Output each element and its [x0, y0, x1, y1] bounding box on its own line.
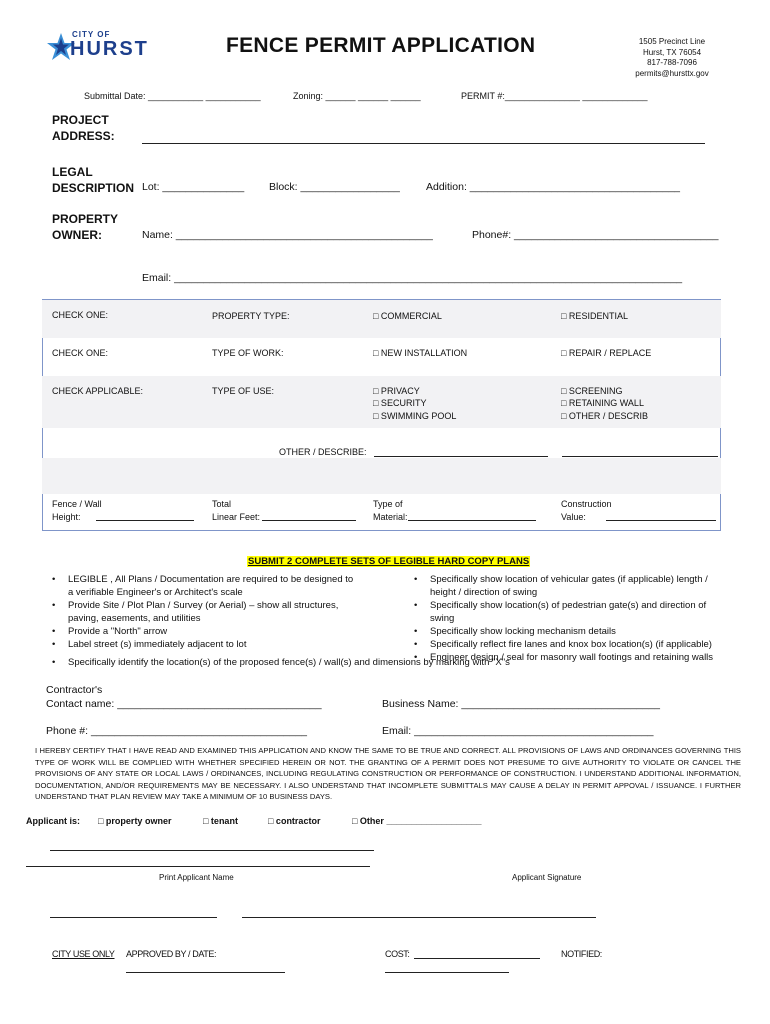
screening-checkbox[interactable]: □ SCREENING [561, 386, 623, 396]
other-checkbox[interactable]: □ Other ___________________ [352, 816, 482, 826]
plans-right-list [406, 573, 736, 664]
list-item: • Specifically show locking mechanism details [406, 625, 731, 638]
contact-phone: 817-788-7096 [647, 58, 697, 67]
commercial-checkbox[interactable]: □ COMMERCIAL [373, 311, 442, 321]
plans-heading: SUBMIT 2 COMPLETE SETS OF LEGIBLE HARD COPY PLANS [248, 556, 530, 567]
linear-feet-input-line[interactable] [262, 520, 356, 521]
cost-label: COST: [385, 949, 410, 959]
list-item: • Specifically show location of vehicular gates (if applicable) length / height / direction of swing [406, 573, 731, 599]
cost-line-2[interactable] [385, 972, 509, 973]
lot-field[interactable]: Lot: ______________ [142, 181, 245, 193]
list-item: • Specifically identify the location(s) of the proposed fence(s) / wall(s) and dimensions by marking with "X"s [44, 656, 734, 669]
signature-line-2[interactable] [242, 917, 596, 918]
swimming-pool-checkbox[interactable]: □ SWIMMING POOL [373, 411, 457, 421]
contact-address: 1505 Precinct Line [638, 37, 706, 46]
plans-full-list [44, 656, 734, 669]
contractor-email-field[interactable]: Email: _________________________________________ [382, 725, 654, 737]
linear-feet-label: Total Linear Feet: [212, 499, 261, 522]
row1-check-label: CHECK ONE: [52, 310, 109, 320]
residential-checkbox[interactable]: □ RESIDENTIAL [561, 311, 628, 321]
city-logo [46, 30, 149, 64]
property-owner-checkbox[interactable]: □ property owner [98, 816, 172, 826]
approved-by-label: APPROVED BY / DATE: [126, 949, 217, 959]
contractor-contact-field[interactable]: Contact name: ___________________________________ [46, 698, 322, 710]
list-item: • Provide Site / Plot Plan / Survey (or Aerial) – show all structures, paving, easements, and utilities [44, 599, 354, 625]
table-row [42, 458, 721, 494]
print-name-line-2[interactable] [26, 866, 370, 867]
applicant-is-label: Applicant is: [26, 816, 81, 826]
privacy-checkbox[interactable]: □ PRIVACY [373, 386, 420, 396]
other-describe-line-1[interactable] [374, 456, 548, 457]
row2-check-label: CHECK ONE: [52, 348, 109, 358]
legal-description-label: LEGAL DESCRIPTION [52, 165, 135, 195]
owner-email-field[interactable]: Email: _______________________________________________________________________________________ [142, 272, 683, 284]
contractor-checkbox[interactable]: □ contractor [268, 816, 321, 826]
contractor-business-field[interactable]: Business Name: __________________________________ [382, 698, 660, 710]
cost-line-1[interactable] [414, 958, 540, 959]
material-input-line[interactable] [408, 520, 536, 521]
project-address-label: PROJECT ADDRESS: [52, 113, 115, 143]
construction-value-input-line[interactable] [606, 520, 716, 521]
city-use-only-label: CITY USE ONLY [52, 949, 115, 959]
print-applicant-name-label: Print Applicant Name [159, 873, 234, 882]
fence-height-label: Fence / Wall Height: [52, 499, 102, 522]
addition-field[interactable]: Addition: ____________________________________ [426, 181, 681, 193]
list-item: • Provide a "North" arrow [44, 625, 354, 638]
contact-block [622, 37, 722, 79]
row2-type-of-work-label: TYPE OF WORK: [212, 348, 284, 358]
row1-property-type-label: PROPERTY TYPE: [212, 311, 290, 321]
owner-phone-field[interactable]: Phone#: ___________________________________ [472, 229, 719, 241]
contractor-label: Contractor's [46, 684, 103, 696]
list-item: • Specifically reflect fire lanes and knox box location(s) (if applicable) [406, 638, 731, 651]
block-field[interactable]: Block: _________________ [269, 181, 400, 193]
project-address-input-line[interactable] [142, 143, 705, 144]
other-describe-checkbox[interactable]: □ OTHER / DESCRIB [561, 411, 648, 421]
row3-type-of-use-label: TYPE OF USE: [212, 386, 275, 396]
contact-city: Hurst, TX 76054 [642, 47, 702, 57]
retaining-wall-checkbox[interactable]: □ RETAINING WALL [561, 398, 644, 408]
security-checkbox[interactable]: □ SECURITY [373, 398, 427, 408]
print-name-line-1[interactable] [50, 850, 374, 851]
notified-label: NOTIFIED: [561, 949, 602, 959]
plans-left-list [44, 573, 384, 651]
approved-by-line[interactable] [126, 972, 285, 973]
applicant-signature-label: Applicant Signature [512, 873, 582, 882]
list-item: • LEGIBLE , All Plans / Documentation are required to be designed to a verifiable Engineer's or Architect's scale [44, 573, 354, 599]
page-title: FENCE PERMIT APPLICATION [226, 34, 536, 57]
table-row [42, 428, 721, 458]
repair-replace-checkbox[interactable]: □ REPAIR / REPLACE [561, 348, 652, 358]
signature-line-1[interactable] [50, 917, 217, 918]
row3-check-label: CHECK APPLICABLE: [52, 386, 144, 396]
submittal-date-field[interactable]: Submittal Date: ___________ ___________ [84, 91, 261, 101]
permit-number-field[interactable]: PERMIT #:_______________ _____________ [461, 91, 648, 101]
list-item: • Specifically show location(s) of pedestrian gate(s) and direction of swing [406, 599, 731, 625]
logo-city-of: CITY OF [72, 30, 111, 39]
fence-height-input-line[interactable] [96, 520, 194, 521]
list-item: • Label street (s) immediately adjacent to lot [44, 638, 354, 651]
property-owner-label: PROPERTY OWNER: [52, 212, 119, 242]
other-describe-line-2[interactable] [562, 456, 718, 457]
construction-value-label: Construction Value: [561, 499, 612, 522]
contractor-phone-field[interactable]: Phone #: _____________________________________ [46, 725, 308, 737]
contact-email: permits@hursttx.gov [635, 68, 709, 78]
new-installation-checkbox[interactable]: □ NEW INSTALLATION [373, 348, 468, 358]
owner-name-field[interactable]: Name: ____________________________________________ [142, 229, 433, 241]
zoning-field[interactable]: Zoning: ______ ______ ______ [293, 91, 421, 101]
material-label: Type of Material: [373, 499, 408, 522]
logo-hurst: HURST [70, 38, 149, 60]
certification-text: I HEREBY CERTIFY THAT I HAVE READ AND EXAMINED THIS APPLICATION AND KNOW THE SAME TO BE TRUE AND CORRECT. ALL PROVISIONS OF LAWS AND ORDINANCES GOVERNING THIS TYPE OF WORK WILL BE COMPLIED WITH WHETHER SPECIFIED HEREIN OR NOT. THE GRANTING OF A PERMIT DOES NOT PRESUME TO GIVE AUTHORITY TO VIOLATE OR CANCEL THE PROVISIONS OF ANY STATE OR LOCAL LAWS / ORDINANCES, INCLUDING REGULATING CONSTRUCTION OR PERFORMANCE OF CONSTRUCTION. I UNDERSTAND ADDITIONAL INFORMATION, DOCUMENTATION, AND/OR REQUIREMENTS MAY BE NECESSARY. I ALSO UNDERSTAND THAT INCOMPLETE SUBMITTALS MAY CAUSE A DELAY IN PERMIT APPOVAL / ISSUANCE. I FURTHER UNDERSTAND THAT PLAN REVIEW MAY TAKE A MINIMUM OF 10 BUSINESS DAYS. [35, 746, 741, 802]
tenant-checkbox[interactable]: □ tenant [203, 816, 238, 826]
list-item: • Engineer design / seal for masonry wall footings and retaining walls [406, 651, 731, 664]
other-describe-label: OTHER / DESCRIBE: [279, 447, 367, 457]
